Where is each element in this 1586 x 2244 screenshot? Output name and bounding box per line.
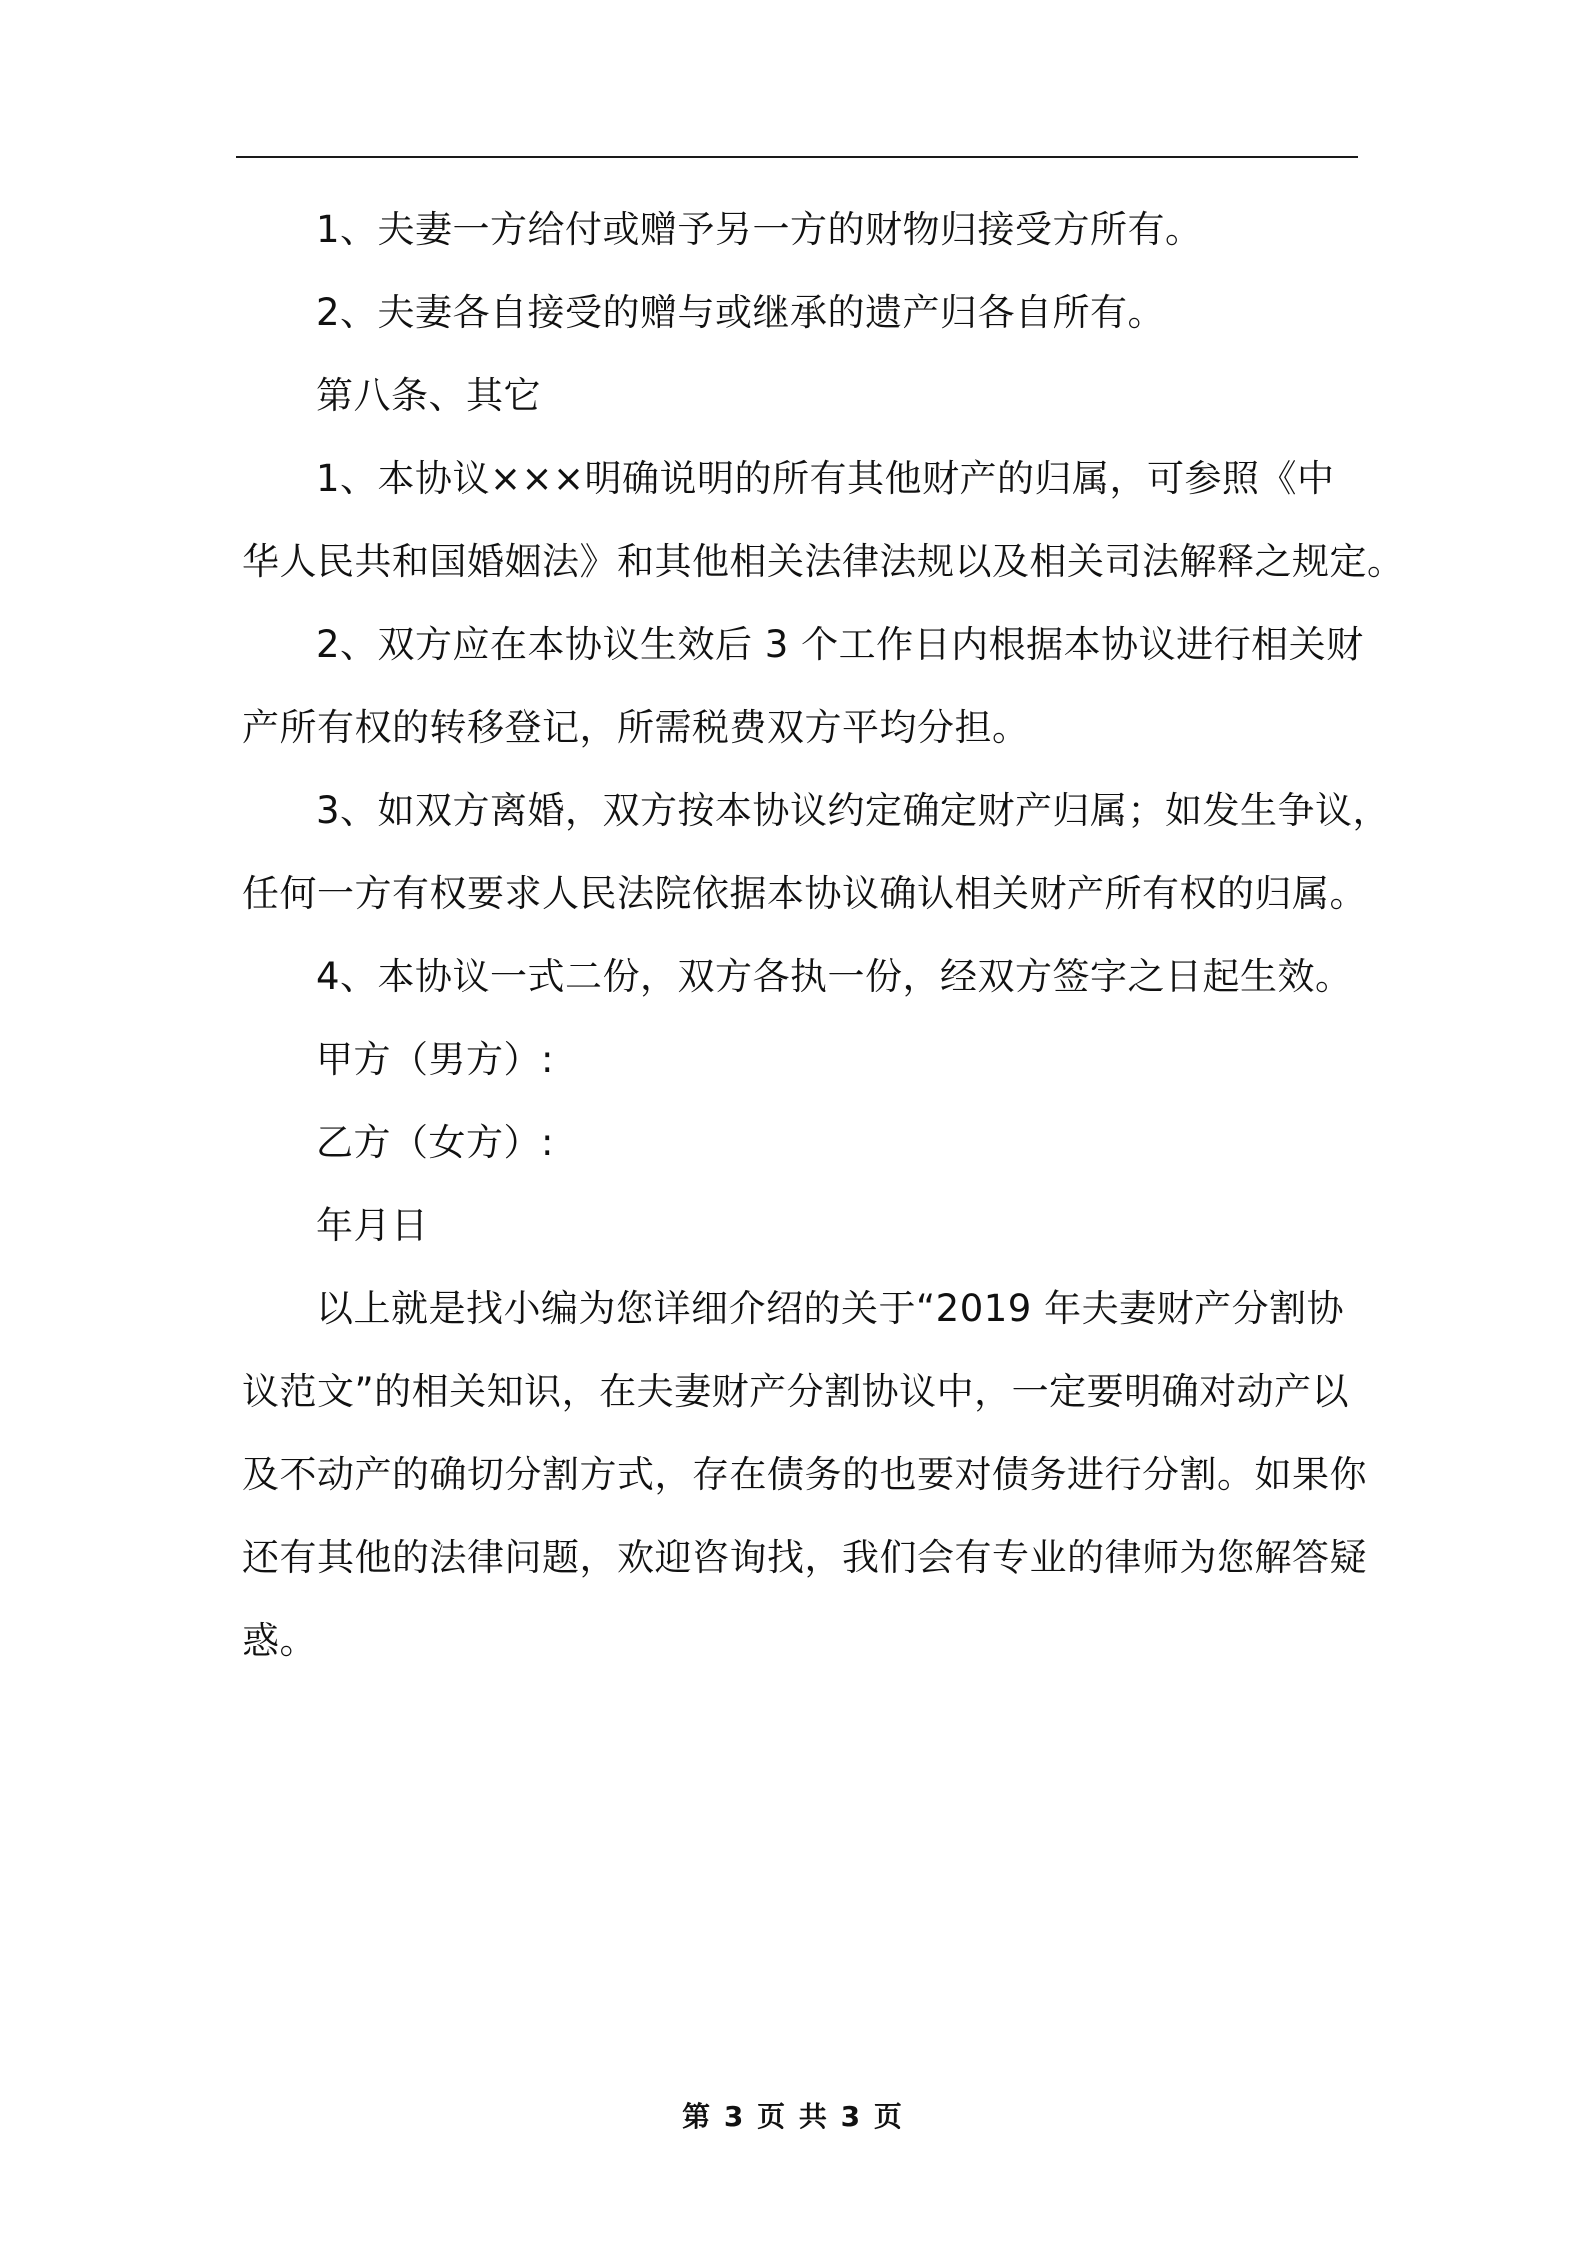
summary-line-1: 以上就是找小编为您详细介绍的关于“2019 年夫妻财产分割协 [316,1287,1345,1330]
text-line-6: 2、双方应在本协议生效后 3 个工作日内根据本协议进行相关财 [316,623,1364,666]
summary-line-3: 及不动产的确切分割方式，存在债务的也要对债务进行分割。如果你 [242,1453,1367,1496]
summary-line-4: 还有其他的法律问题，欢迎咨询找，我们会有专业的律师为您解答疑 [242,1536,1367,1579]
section-heading-article-8: 第八条、其它 [316,374,541,417]
header-divider [236,156,1358,158]
summary-line-2: 议范文”的相关知识，在夫妻财产分割协议中，一定要明确对动产以 [242,1370,1350,1413]
document-body [242,188,1405,1682]
text-line-4: 1、本协议×××明确说明的所有其他财产的归属，可参照《中 [316,457,1335,500]
text-line-8: 3、如双方离婚，双方按本协议约定确定财产归属；如发生争议， [316,789,1391,832]
date-line: 年月日 [316,1204,429,1247]
party-b-signature-line: 乙方（女方）: [316,1121,554,1164]
party-a-signature-line: 甲方（男方）: [316,1038,554,1081]
text-line-10: 4、本协议一式二份，双方各执一份，经双方签字之日起生效。 [316,955,1353,998]
summary-line-5: 惑。 [242,1619,317,1662]
text-line-5: 华人民共和国婚姻法》和其他相关法律法规以及相关司法解释之规定。 [242,540,1405,583]
text-line-7: 产所有权的转移登记，所需税费双方平均分担。 [242,706,1030,749]
text-line-2: 2、夫妻各自接受的赠与或继承的遗产归各自所有。 [316,291,1166,334]
text-line-1: 1、夫妻一方给付或赠予另一方的财物归接受方所有。 [316,208,1203,251]
text-line-9: 任何一方有权要求人民法院依据本协议确认相关财产所有权的归属。 [242,872,1367,915]
page-number-footer: 第 3 页 共 3 页 [682,2100,904,2133]
